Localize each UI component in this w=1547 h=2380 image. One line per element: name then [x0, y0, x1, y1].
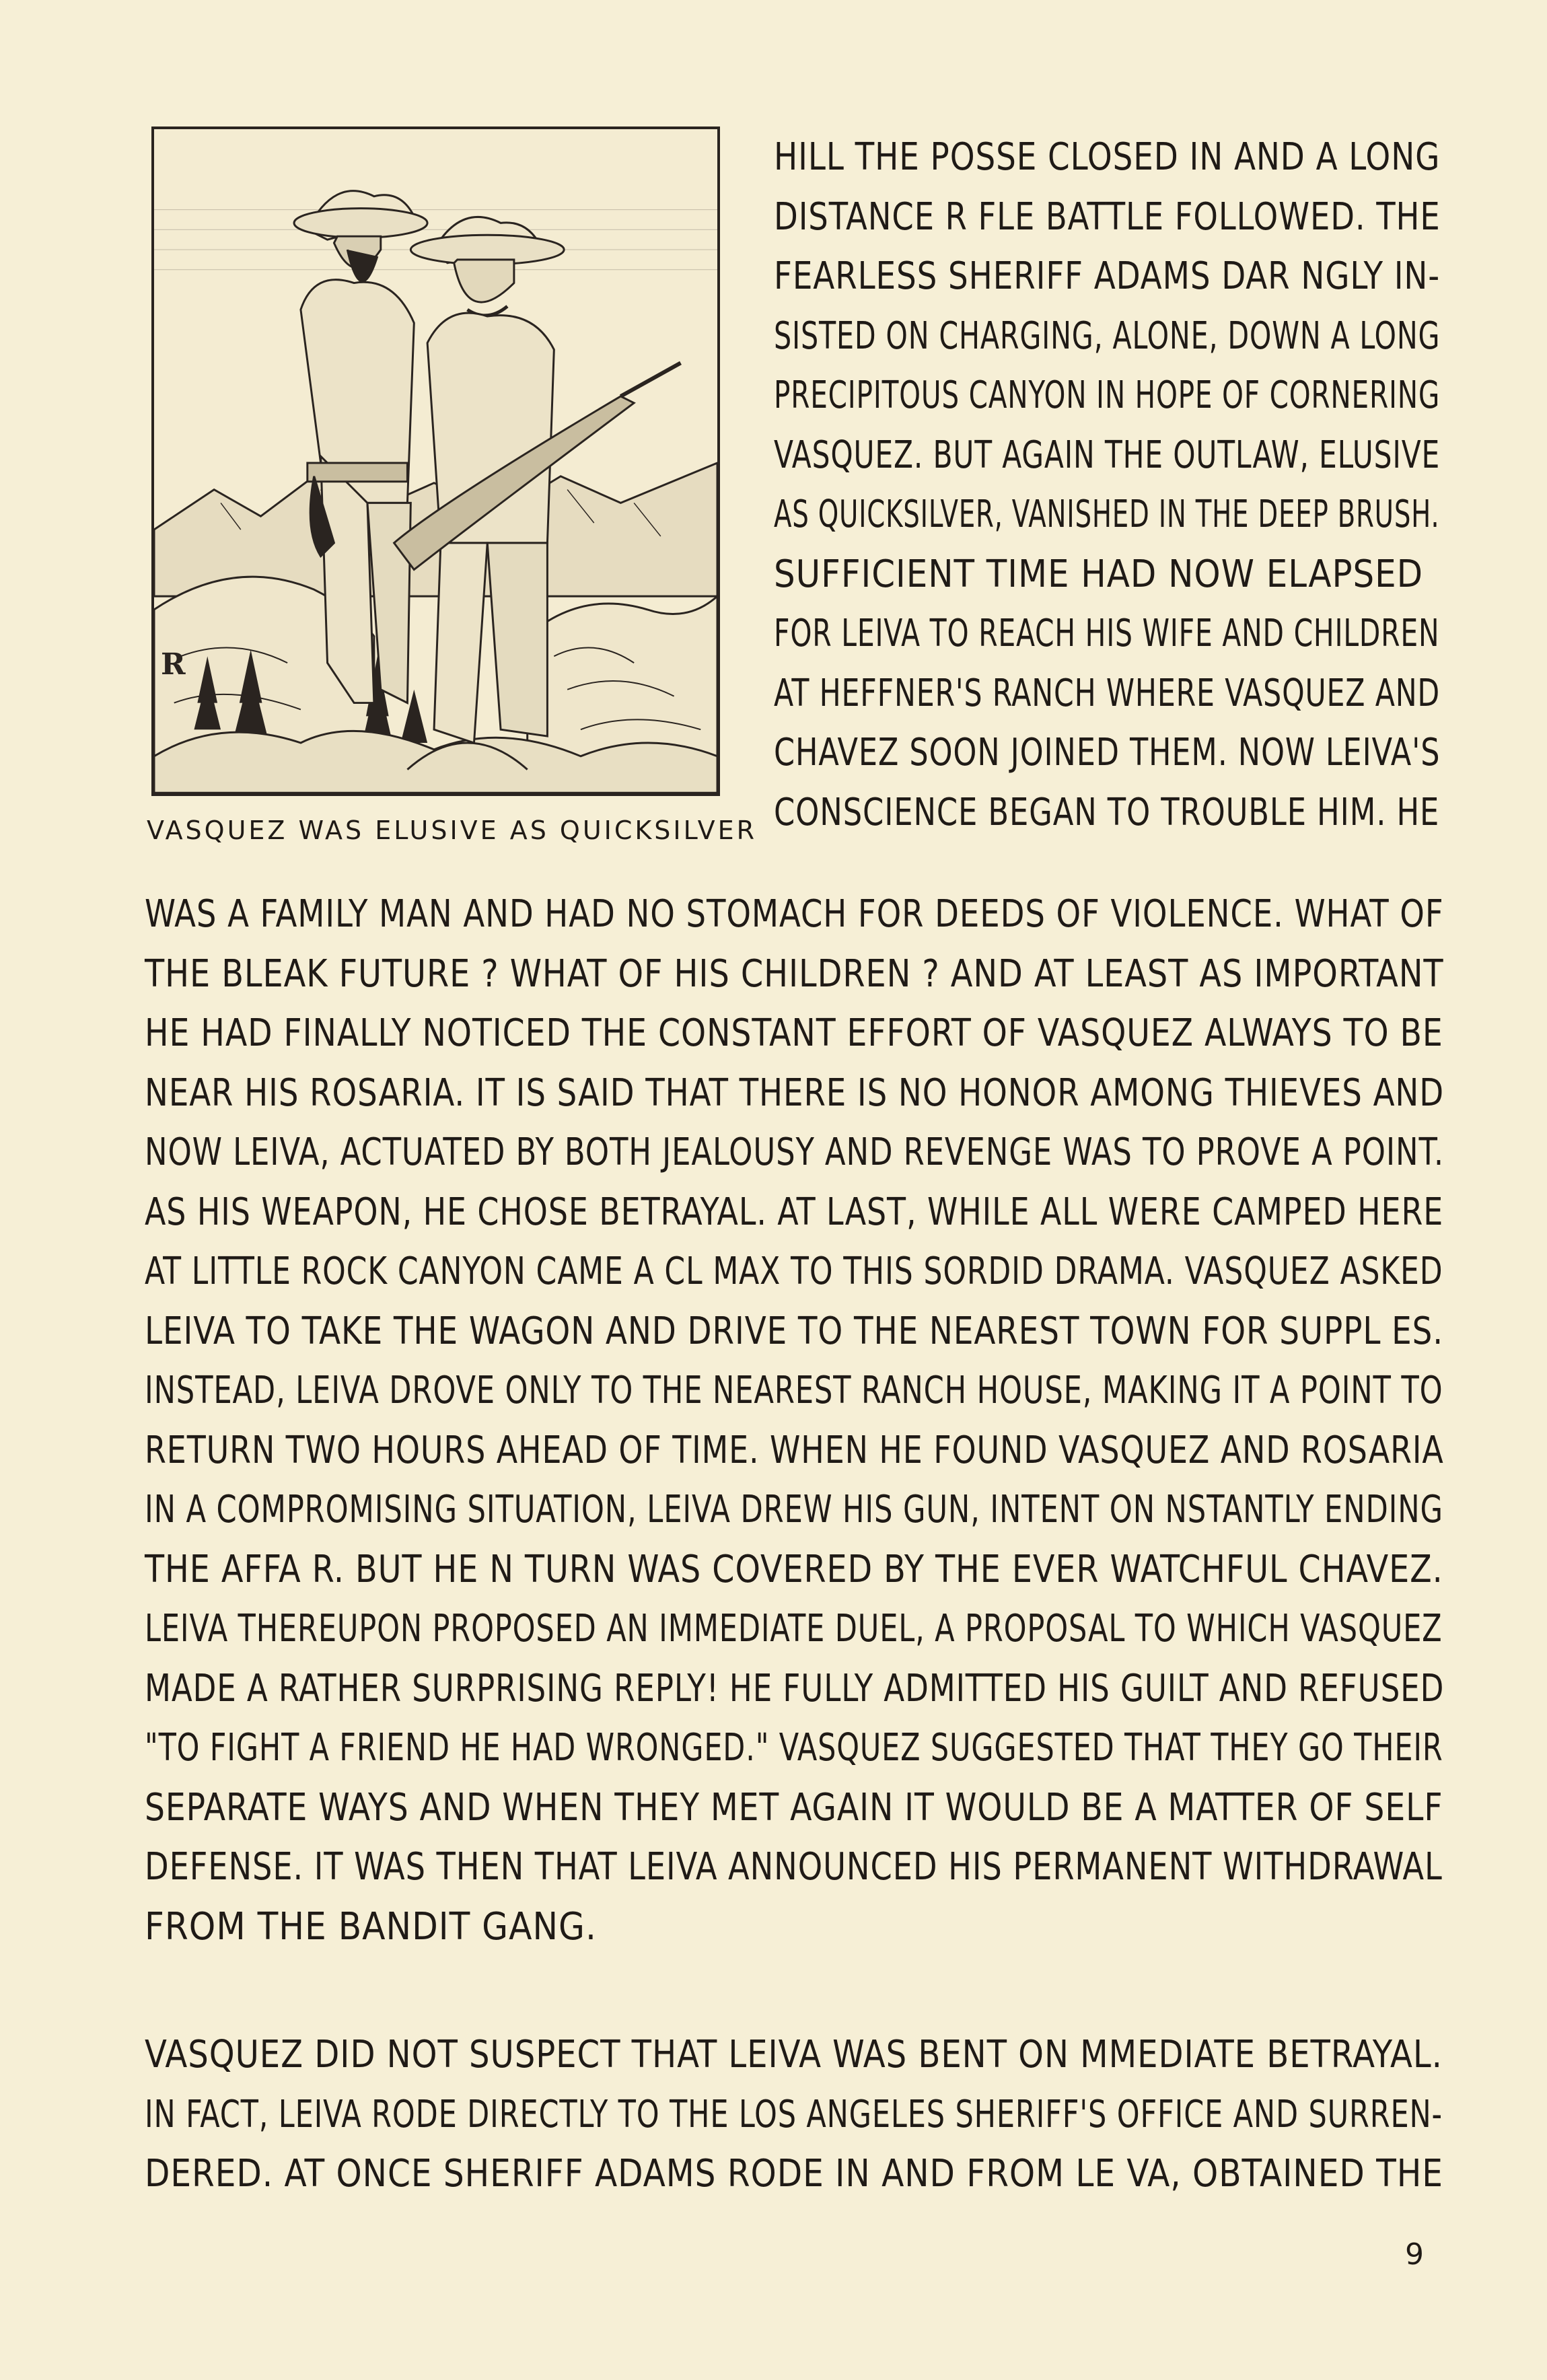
side-column-text — [774, 128, 1447, 842]
text-line: IN FACT, LEIVA RODE DIRECTLY TO THE LOS ANGELES SHERIFF'S OFFICE AND SURREN- — [145, 2092, 1443, 2136]
text-line: INSTEAD, LEIVA DROVE ONLY TO THE NEAREST RANCH HOUSE, MAKING IT A POINT TO — [145, 1369, 1443, 1412]
text-line: AT LITTLE ROCK CANYON CAME A CL MAX TO THIS SORDID DRAMA. VASQUEZ ASKED — [145, 1250, 1443, 1293]
two-outlaws-illustration — [154, 129, 717, 793]
full-width-text — [145, 885, 1447, 1957]
text-line: SEPARATE WAYS AND WHEN THEY MET AGAIN IT WOULD BE A MATTER OF SELF — [145, 1785, 1443, 1830]
second-paragraph — [145, 2025, 1447, 2204]
page-number: 9 — [1405, 2237, 1424, 2272]
text-line: CONSCIENCE BEGAN TO TROUBLE HIM. HE — [774, 790, 1440, 834]
text-line: NOW LEIVA, ACTUATED BY BOTH JEALOUSY AND REVENGE WAS TO PROVE A POINT. — [145, 1130, 1445, 1174]
text-line: FROM THE BANDIT GANG. — [145, 1904, 597, 1949]
text-line: PRECIPITOUS CANYON IN HOPE OF CORNERING — [774, 373, 1441, 417]
text-line: FEARLESS SHERIFF ADAMS DAR NGLY IN- — [774, 254, 1441, 298]
illustration-frame — [151, 127, 720, 796]
artist-signature: R — [161, 647, 186, 682]
text-line: DEFENSE. IT WAS THEN THAT LEIVA ANNOUNCED HIS PERMANENT WITHDRAWAL — [145, 1845, 1443, 1889]
text-line: LEIVA THEREUPON PROPOSED AN IMMEDIATE DUEL, A PROPOSAL TO WHICH VASQUEZ — [145, 1607, 1443, 1651]
text-line: VASQUEZ. BUT AGAIN THE OUTLAW, ELUSIVE — [774, 433, 1441, 477]
text-line: WAS A FAMILY MAN AND HAD NO STOMACH FOR DEEDS OF VIOLENCE. WHAT OF — [145, 892, 1444, 936]
illustration-caption: VASQUEZ WAS ELUSIVE AS QUICKSILVER — [147, 816, 758, 845]
text-line: AS HIS WEAPON, HE CHOSE BETRAYAL. AT LAST, WHILE ALL WERE CAMPED HERE — [145, 1190, 1444, 1234]
text-line: FOR LEIVA TO REACH HIS WIFE AND CHILDREN — [774, 612, 1440, 655]
text-line: THE BLEAK FUTURE ? WHAT OF HIS CHILDREN ? AND AT LEAST AS IMPORTANT — [145, 951, 1444, 996]
text-line: RETURN TWO HOURS AHEAD OF TIME. WHEN HE FOUND VASQUEZ AND ROSARIA — [145, 1428, 1444, 1472]
text-line: DERED. AT ONCE SHERIFF ADAMS RODE IN AND FROM LE VA, OBTAINED THE — [145, 2152, 1443, 2196]
text-line: MADE A RATHER SURPRISING REPLY! HE FULLY ADMITTED HIS GUILT AND REFUSED — [145, 1666, 1445, 1710]
text-line: THE AFFA R. BUT HE N TURN WAS COVERED BY THE EVER WATCHFUL CHAVEZ. — [145, 1547, 1443, 1591]
text-line: DISTANCE R FLE BATTLE FOLLOWED. THE — [774, 194, 1441, 239]
text-line: SISTED ON CHARGING, ALONE, DOWN A LONG — [774, 314, 1441, 358]
text-line: VASQUEZ DID NOT SUSPECT THAT LEIVA WAS BENT ON MMEDIATE BETRAYAL. — [145, 2033, 1443, 2077]
text-line: SUFFICIENT TIME HAD NOW ELAPSED — [774, 552, 1424, 596]
text-line: HILL THE POSSE CLOSED IN AND A LONG — [774, 135, 1441, 179]
text-line: "TO FIGHT A FRIEND HE HAD WRONGED." VASQUEZ SUGGESTED THAT THEY GO THEIR — [145, 1726, 1443, 1770]
text-line: IN A COMPROMISING SITUATION, LEIVA DREW HIS GUN, INTENT ON NSTANTLY ENDING — [145, 1488, 1443, 1531]
text-line: AT HEFFNER'S RANCH WHERE VASQUEZ AND — [774, 671, 1441, 715]
text-line: AS QUICKSILVER, VANISHED IN THE DEEP BRUSH. — [774, 493, 1440, 536]
text-line: NEAR HIS ROSARIA. IT IS SAID THAT THERE IS NO HONOR AMONG THIEVES AND — [145, 1071, 1445, 1115]
text-line: LEIVA TO TAKE THE WAGON AND DRIVE TO THE NEAREST TOWN FOR SUPPL ES. — [145, 1309, 1444, 1353]
text-line: CHAVEZ SOON JOINED THEM. NOW LEIVA'S — [774, 731, 1441, 774]
text-line: HE HAD FINALLY NOTICED THE CONSTANT EFFORT OF VASQUEZ ALWAYS TO BE — [145, 1011, 1443, 1055]
